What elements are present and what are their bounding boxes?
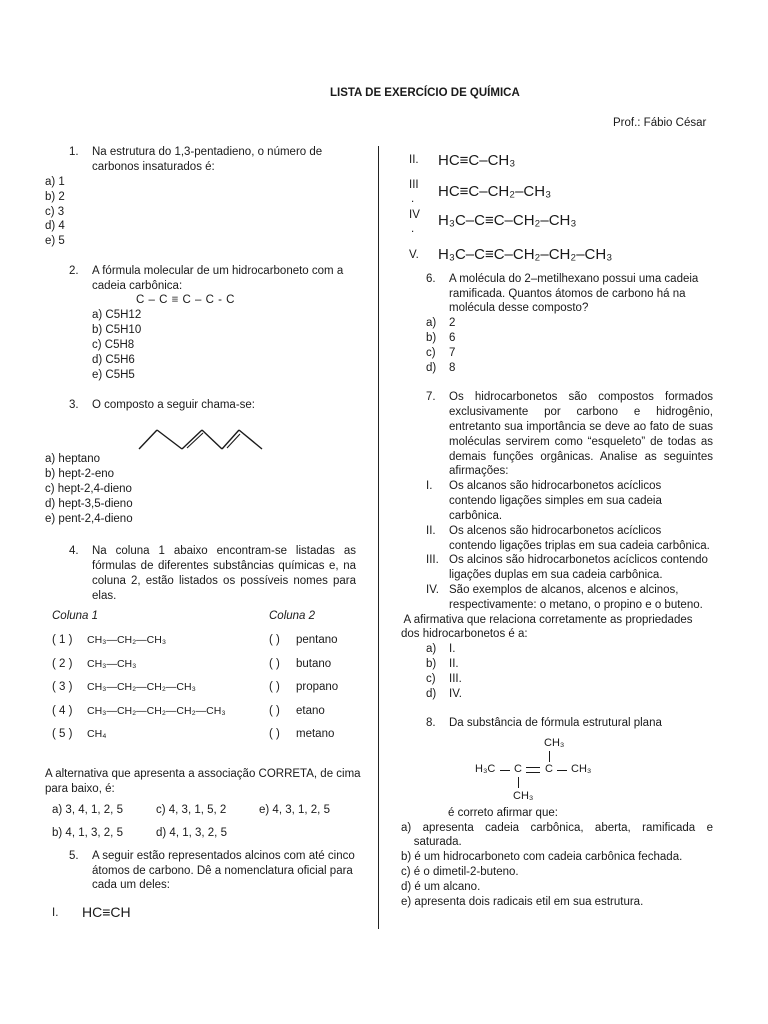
question-text-line: A molécula do 2–metilhexano possui uma cadeia: [449, 273, 699, 285]
question-number: 3.: [69, 399, 79, 411]
row-name: pentano: [296, 634, 338, 646]
option-letter: d): [426, 362, 437, 374]
option: d) hept-3,5-dieno: [45, 498, 133, 510]
option-letter: c): [426, 347, 436, 359]
row-paren: ( ): [269, 705, 280, 717]
option-value: 8: [449, 362, 456, 374]
bond-vertical: [549, 751, 550, 762]
option: d) 4: [45, 220, 65, 232]
option: a) 1: [45, 176, 65, 188]
question-text-line: exclusivamente por carbono e hidrogênio,: [449, 406, 713, 418]
question-text-line: fórmulas de diferentes substâncias químicas e, na: [92, 560, 356, 572]
statement-label: I.: [426, 480, 433, 492]
option-letter: b): [426, 658, 437, 670]
question-text-line: Na estrutura do 1,3-pentadieno, o número de: [92, 146, 323, 158]
option: a) heptano: [45, 453, 100, 465]
option-value: 2: [449, 317, 456, 329]
question-text-line: ramificada. Quantos átomos de carbono há na: [449, 288, 686, 300]
bond-single: [557, 770, 567, 771]
row-paren: ( ): [269, 634, 280, 646]
question-text-line: Os hidrocarbonetos são compostos formados: [449, 391, 713, 403]
option-letter: b): [426, 332, 437, 344]
statement-line: contendo ligações triplas em sua cadeia carbônica.: [449, 540, 710, 552]
option-line: b) é um hidrocarboneto com cadeia carbônica fechada.: [401, 851, 683, 863]
assoc-text-line: A alternativa que apresenta a associação CORRETA, de cima: [45, 768, 361, 780]
methyl-bottom: CH₃: [513, 790, 534, 802]
option-letter: c): [426, 673, 436, 685]
row-name: etano: [296, 705, 325, 717]
conclusion-line: dos hidrocarbonetos é a:: [401, 628, 528, 640]
option: c) 3: [45, 206, 65, 218]
bond-vertical: [518, 777, 519, 788]
item-label: III: [409, 179, 419, 191]
statement-label: II.: [426, 525, 436, 537]
option: e) 5: [45, 235, 65, 247]
answer-option: e) 4, 3, 1, 2, 5: [259, 804, 330, 816]
row-formula: CH₃—CH₂—CH₂—CH₃: [87, 681, 196, 693]
item-label: II.: [409, 154, 419, 166]
statement-line: Os alcenos são hidrocarbonetos acíclicos: [449, 525, 662, 537]
answer-option: d) 4, 1, 3, 2, 5: [156, 827, 227, 839]
alkyne-formula: HC≡CH: [82, 904, 131, 920]
column-divider: [378, 146, 379, 929]
statement-label: III.: [426, 554, 439, 566]
option-line: e) apresenta dois radicais etil em sua estrutura.: [401, 896, 644, 908]
option: b) C5H10: [92, 324, 142, 336]
option-value: 6: [449, 332, 456, 344]
question-text-line: molécula desse composto?: [449, 302, 589, 314]
question-text-line: demais funções orgânicas. Analise as seguintes: [449, 451, 713, 463]
statement-line: Os alcinos são hidrocarbonetos acíclicos contendo: [449, 554, 708, 566]
question-text-line: elas.: [92, 590, 117, 602]
question-text-line: cada um deles:: [92, 879, 170, 891]
question-text-line: carbonos insaturados é:: [92, 161, 215, 173]
conclusion-line: A afirmativa que relaciona corretamente as propriedades: [401, 614, 693, 626]
question-text-line: A seguir estão representados alcinos com até cinco: [92, 850, 355, 862]
question-text: Da substância de fórmula estrutural plana: [449, 717, 662, 729]
option: d) C5H6: [92, 354, 135, 366]
question-number: 2.: [69, 265, 79, 277]
question-number: 7.: [426, 391, 436, 403]
option-line: saturada.: [401, 836, 462, 848]
question-text-line: átomos de carbono. Dê a nomenclatura oficial para: [92, 865, 353, 877]
question-text-line: afirmações:: [449, 465, 509, 477]
row-formula: CH₃—CH₂—CH₂—CH₂—CH₃: [87, 705, 226, 717]
option: e) pent-2,4-dieno: [45, 513, 133, 525]
option: b) 2: [45, 191, 65, 203]
statement-line: respectivamente: o metano, o propino e o buteno.: [449, 599, 703, 611]
option-value: III.: [449, 673, 462, 685]
methyl-left: H₃C: [475, 763, 496, 775]
row-formula: CH₄: [87, 728, 107, 740]
question-number: 8.: [426, 717, 436, 729]
statement-label: IV.: [426, 584, 440, 596]
question-text-line: cadeia carbônica:: [92, 280, 183, 292]
question-text-line: entretanto sua importância se deve ao fato de suas: [449, 421, 713, 433]
row-paren: ( ): [269, 728, 280, 740]
option-letter: a): [426, 643, 437, 655]
statement-line: Os alcanos são hidrocarbonetos acíclicos: [449, 480, 662, 492]
option-letter: d): [426, 688, 437, 700]
item-label: V.: [409, 249, 419, 261]
teacher-name: Prof.: Fábio César: [613, 117, 707, 129]
row-number: ( 5 ): [52, 728, 73, 740]
option-letter: a): [426, 317, 437, 329]
row-name: metano: [296, 728, 335, 740]
skeletal-structure: [136, 424, 266, 454]
bond-double: [526, 767, 540, 773]
question-number: 1.: [69, 146, 79, 158]
item-label: IV: [409, 209, 420, 221]
alkyne-formula: HC≡C–CH₂–CH₃: [438, 183, 552, 200]
row-formula: CH₃—CH₂—CH₃: [87, 634, 167, 646]
option-value: 7: [449, 347, 456, 359]
question-text: é correto afirmar que:: [448, 807, 558, 819]
bond-single: [500, 770, 510, 771]
statement-line: ligações duplas em sua cadeia carbônica.: [449, 569, 663, 581]
column-1-header: Coluna 1: [52, 610, 99, 622]
option-line: c) é o dimetil-2-buteno.: [401, 866, 519, 878]
row-paren: ( ): [269, 681, 280, 693]
option: b) hept-2-eno: [45, 468, 115, 480]
alkyne-formula: HC≡C–CH₃: [438, 152, 516, 169]
question-text-line: Na coluna 1 abaixo encontram-se listadas as: [92, 545, 356, 557]
option-value: I.: [449, 643, 456, 655]
methyl-right: CH₃: [571, 763, 592, 775]
row-formula: CH₃—CH₃: [87, 658, 137, 670]
row-name: propano: [296, 681, 339, 693]
answer-option: a) 3, 4, 1, 2, 5: [52, 804, 123, 816]
answer-option: c) 4, 3, 1, 5, 2: [156, 804, 227, 816]
page-title: LISTA DE EXERCÍCIO DE QUÍMICA: [330, 87, 520, 99]
carbon: C: [545, 763, 553, 775]
option-line: d) é um alcano.: [401, 881, 481, 893]
assoc-text-line: para baixo, é:: [45, 783, 115, 795]
option-line: a) apresenta cadeia carbônica, aberta, ramificada e: [401, 822, 713, 834]
statement-line: carbônica.: [449, 510, 503, 522]
column-2-header: Coluna 2: [269, 610, 316, 622]
option: a) C5H12: [92, 309, 142, 321]
row-number: ( 1 ): [52, 634, 73, 646]
question-number: 5.: [69, 850, 79, 862]
question-text: O composto a seguir chama-se:: [92, 399, 255, 411]
item-label: I.: [52, 907, 59, 919]
question-text-line: A fórmula molecular de um hidrocarboneto com a: [92, 265, 344, 277]
item-dot: .: [411, 223, 415, 235]
statement-line: contendo ligações simples em sua cadeia: [449, 495, 662, 507]
row-paren: ( ): [269, 658, 280, 670]
option: e) C5H5: [92, 369, 135, 381]
question-number: 4.: [69, 545, 79, 557]
option-value: II.: [449, 658, 459, 670]
question-number: 6.: [426, 273, 436, 285]
question-text-line: moléculas servirem como “esqueleto” de todas as: [449, 436, 713, 448]
alkyne-formula: H₃C–C≡C–CH₂–CH₃: [438, 212, 577, 229]
answer-option: b) 4, 1, 3, 2, 5: [52, 827, 123, 839]
question-text-line: coluna 2, estão listados os possíveis nomes para: [92, 575, 356, 587]
row-number: ( 4 ): [52, 705, 73, 717]
methyl-top: CH₃: [544, 737, 565, 749]
item-dot: .: [411, 193, 415, 205]
option: c) hept-2,4-dieno: [45, 483, 132, 495]
statement-line: São exemplos de alcanos, alcenos e alcinos,: [449, 584, 679, 596]
row-number: ( 3 ): [52, 681, 73, 693]
alkyne-formula: H₃C–C≡C–CH₂–CH₂–CH₃: [438, 246, 613, 263]
carbon: C: [514, 763, 522, 775]
option-value: IV.: [449, 688, 463, 700]
option: c) C5H8: [92, 339, 135, 351]
row-name: butano: [296, 658, 332, 670]
carbon-chain: C – C ≡ C – C - C: [136, 294, 235, 306]
row-number: ( 2 ): [52, 658, 73, 670]
